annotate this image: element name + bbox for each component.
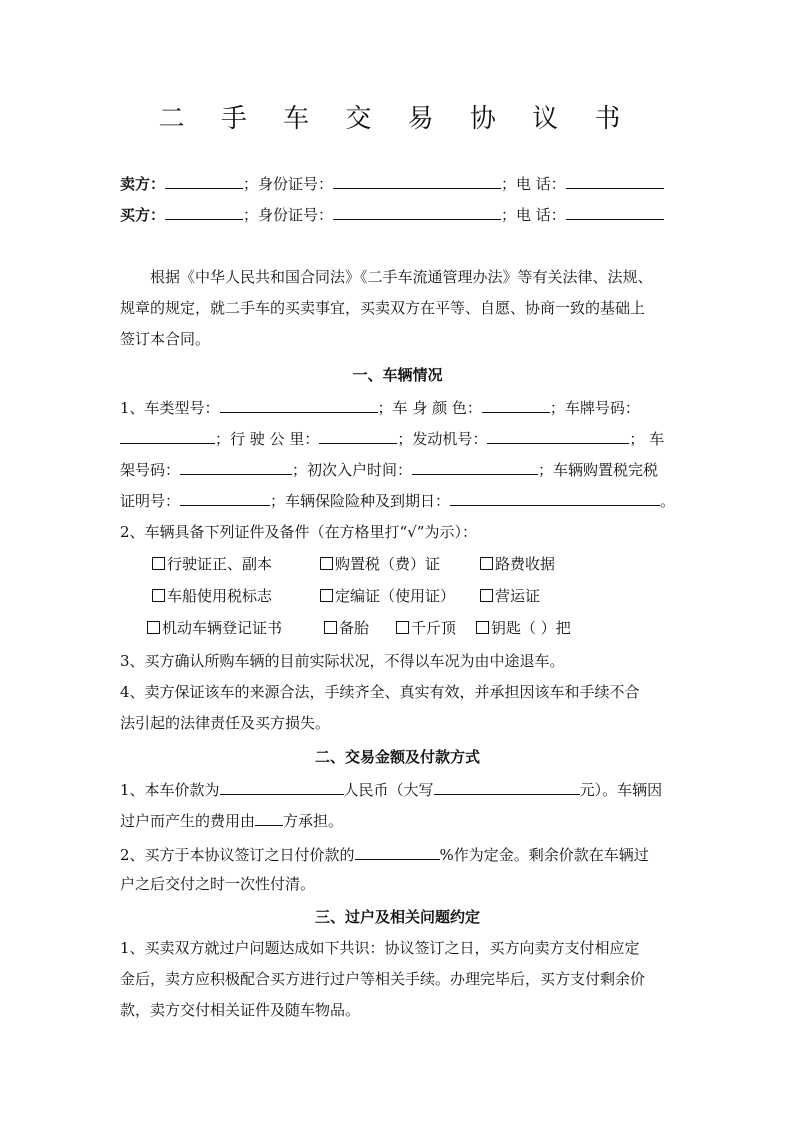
period-mark: 。	[660, 492, 676, 510]
checkbox-icon[interactable]	[152, 589, 165, 602]
seller-phone-blank[interactable]	[566, 171, 664, 189]
check-item[interactable]	[152, 553, 320, 575]
item3-text: 3、买方确认所购车辆的目前实际状况，不得以车况为由中途退车。	[120, 652, 565, 670]
check-label: 千斤顶	[411, 619, 457, 637]
buyer-label: 买方：	[120, 206, 166, 224]
item4-line-1: 4、卖方保证该车的来源合法，手续齐全、真实有效，并承担因该车和手续不合	[120, 683, 640, 701]
transfer-line-2: 金后，卖方应积极配合买方进行过户等相关手续。办理完毕后，买方支付剩余价	[120, 970, 646, 988]
check-label: 行驶证正、副本	[167, 555, 273, 573]
plate-number-label: ；车牌号码：	[549, 399, 640, 417]
insurance-blank[interactable]	[450, 488, 660, 506]
plate-number-blank[interactable]	[120, 426, 215, 444]
intro-line-3: 签订本合同。	[120, 330, 211, 348]
deposit-suffix: %作为定金。剩余价款在车辆过	[439, 846, 649, 864]
check-label: 购置税（费）证	[335, 555, 441, 573]
vehicle-line-2	[120, 426, 675, 450]
seller-name-blank[interactable]	[165, 171, 243, 189]
deposit-label: 2、买方于本协议签订之日付价款的	[120, 846, 355, 864]
price-line-2	[120, 808, 675, 832]
buyer-id-label: ；身份证号：	[243, 206, 334, 224]
checkbox-icon[interactable]	[480, 589, 493, 602]
mileage-label: ；行 驶 公 里：	[215, 430, 320, 448]
section2-heading: 二、交易金额及付款方式	[314, 748, 480, 766]
vehicle-color-label: ；车 身 颜 色：	[377, 399, 482, 417]
price-blank[interactable]	[220, 777, 344, 795]
section1-heading: 一、车辆情况	[352, 366, 443, 384]
checkbox-icon[interactable]	[320, 557, 333, 570]
checkbox-icon[interactable]	[147, 621, 160, 634]
checkbox-icon[interactable]	[320, 589, 333, 602]
deposit-line-1	[120, 842, 675, 866]
fee-bearer-blank[interactable]	[255, 808, 283, 826]
check-item[interactable]	[324, 617, 396, 639]
buyer-id-blank[interactable]	[333, 202, 501, 220]
vehicle-line-1	[120, 395, 675, 419]
transfer-line-3: 款，卖方交付相关证件及随车物品。	[120, 1001, 361, 1019]
check-label: 车船使用税标志	[167, 587, 273, 605]
vehicle-color-blank[interactable]	[482, 395, 550, 413]
check-item[interactable]	[320, 553, 480, 575]
fee-bearer-suffix: 方承担。	[283, 812, 344, 830]
checklist-row-1	[152, 553, 707, 575]
intro-line-2: 规章的规定，就二手车的买卖事宜，买卖双方在平等、自愿、协商一致的基础上	[120, 299, 646, 317]
engine-number-blank[interactable]	[487, 426, 629, 444]
check-label: 路费收据	[495, 555, 556, 573]
checklist-row-2	[152, 585, 707, 607]
frame-number-blank[interactable]	[180, 457, 292, 475]
checkbox-icon[interactable]	[324, 621, 337, 634]
buyer-line	[120, 202, 675, 226]
seller-id-blank[interactable]	[333, 171, 501, 189]
frame-label-start: ； 车	[629, 430, 665, 448]
check-label: 钥匙（ ）把	[491, 619, 571, 637]
checklist-row-3	[147, 617, 702, 639]
checkbox-icon[interactable]	[396, 621, 409, 634]
seller-phone-label: ；电 话：	[501, 175, 566, 193]
deposit-line-2: 户之后交付之时一次性付清。	[120, 875, 316, 893]
check-label: 机动车辆登记证书	[162, 619, 283, 637]
intro-line-1: 根据《中华人民共和国合同法》《二手车流通管理办法》等有关法律、法规、	[150, 268, 653, 286]
frame-number-label: 架号码：	[120, 461, 181, 479]
check-item[interactable]	[480, 553, 555, 575]
deposit-percent-blank[interactable]	[355, 842, 440, 860]
section3-heading: 三、过户及相关问题约定	[314, 908, 480, 926]
price-unit-label: 元）。车辆因	[579, 781, 663, 799]
document-title: 二 手 车 交 易 协 议 书	[158, 104, 635, 134]
checkbox-icon[interactable]	[476, 621, 489, 634]
item2-text: 2、车辆具备下列证件及备件（在方格里打“√”为示）：	[120, 523, 477, 541]
purchase-tax-label: ；车辆购置税完税	[538, 461, 659, 479]
first-registration-label: ；初次入户时间：	[292, 461, 413, 479]
price-uppercase-blank[interactable]	[434, 777, 580, 795]
tax-cert-label: 证明号：	[120, 492, 181, 510]
check-item[interactable]	[320, 585, 480, 607]
check-item[interactable]	[147, 617, 324, 639]
check-item[interactable]	[396, 617, 476, 639]
vehicle-line-4	[120, 488, 675, 512]
price-uppercase-label: 人民币（大写	[343, 781, 434, 799]
checkbox-icon[interactable]	[152, 557, 165, 570]
check-item[interactable]	[476, 617, 571, 639]
mileage-blank[interactable]	[319, 426, 397, 444]
check-label: 备胎	[339, 619, 370, 637]
check-item[interactable]	[152, 585, 320, 607]
vehicle-type-blank[interactable]	[220, 395, 378, 413]
item4-line-2: 法引起的法律责任及买方损失。	[120, 714, 331, 732]
price-label: 1、本车价款为	[120, 781, 220, 799]
check-item[interactable]	[480, 585, 540, 607]
seller-id-label: ；身份证号：	[243, 175, 334, 193]
checkbox-icon[interactable]	[480, 557, 493, 570]
seller-line	[120, 171, 675, 195]
buyer-phone-blank[interactable]	[566, 202, 664, 220]
fee-bearer-label: 过户而产生的费用由	[120, 812, 256, 830]
check-label: 营运证	[495, 587, 541, 605]
price-line-1	[120, 777, 675, 801]
engine-number-label: ；发动机号：	[397, 430, 488, 448]
vehicle-line-3	[120, 457, 675, 481]
tax-cert-blank[interactable]	[180, 488, 270, 506]
first-registration-blank[interactable]	[412, 457, 538, 475]
vehicle-type-label: 1、车类型号：	[120, 399, 220, 417]
check-label: 定编证（使用证）	[335, 587, 456, 605]
buyer-name-blank[interactable]	[165, 202, 243, 220]
buyer-phone-label: ；电 话：	[501, 206, 566, 224]
insurance-label: ；车辆保险险种及到期日：	[270, 492, 451, 510]
seller-label: 卖方：	[120, 175, 166, 193]
transfer-line-1: 1、买卖双方就过户问题达成如下共识：协议签订之日，买方向卖方支付相应定	[120, 939, 640, 957]
